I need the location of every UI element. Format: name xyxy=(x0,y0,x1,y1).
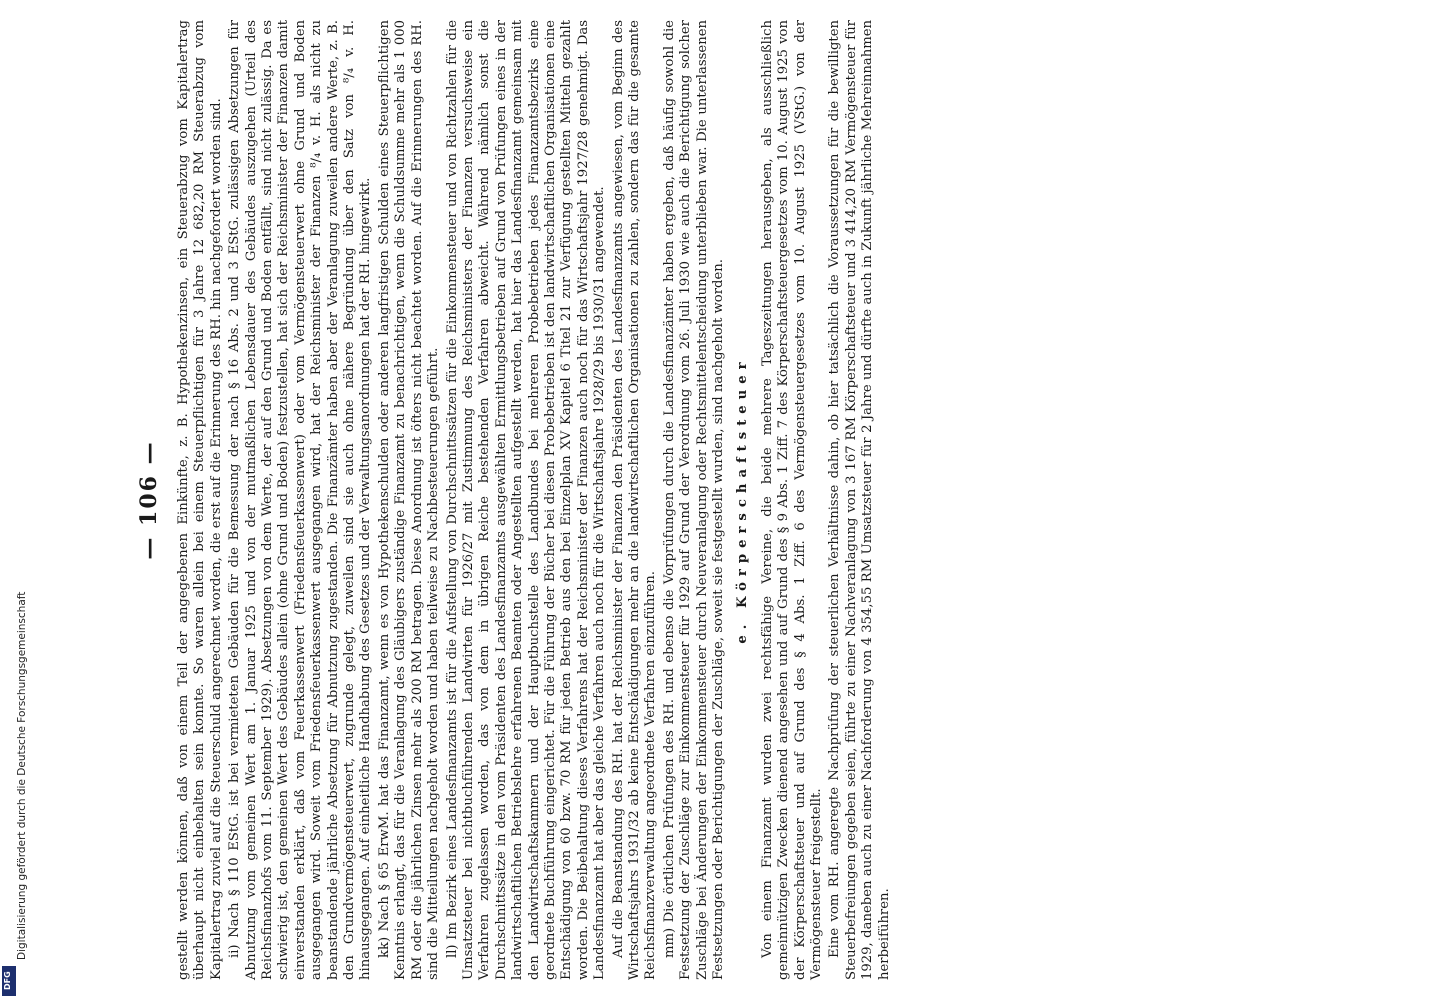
paragraph: mm) Die örtlichen Prüfungen des RH. und ebenso die Vorprüfungen durch die Landesfinanzämter haben ergeben, daß häufig sowohl die Festsetzung der Zuschläge zur Einkommensteuer für 1929 auf Grund der Verordnung vom 26. Juli 1930 wie auch die Berichtigung solcher Zuschläge bei Änderungen der Einkommensteuer durch Neuveranlagung oder Rechtsmittelentscheidung unterblieben war. Die unterlassenen Festsetzungen oder Berichtigungen der Zuschläge, soweit sie festgestellt wurden, sind nachgeholt worden. xyxy=(661,20,726,980)
document-page xyxy=(136,0,1020,1000)
page-number: — 106 — xyxy=(136,440,162,560)
paragraph: Von einem Finanzamt wurden zwei rechtsfähige Vereine, die beide mehrere Tageszeitungen herausgeben, als ausschließlich gemeinnützigen Zwecken dienend angesehen und auf Grund des § 9 Abs. 1 Ziff. 7 des Körperschaftsteuergesetzes vom 10. August 1925 von der Körperschaftsteuer und auf Grund des § 4 Abs. 1 Ziff. 6 des Vermögensteuergesetzes vom 10. August 1925 (VStG.) von der Vermögensteuer freigestellt. xyxy=(759,20,825,980)
paragraph: kk) Nach § 65 ErwM. hat das Finanzamt, wenn es von Hypothekenschulden oder anderen langfristigen Schulden eines Steuerpflichtigen Kenntnis erlangt, das für die Veranlagung des Gläubigers zuständige Finanzamt zu benachrichtigen, wenn die Schuldsumme mehr als 1 000 RM oder die jährlichen Zinsen mehr als 200 RM betragen. Diese Anordnung ist öfters nicht beachtet worden. Auf die Erinnerungen des RH. sind die Mitteilungen nachgeholt worden und haben teilweise zu Nachbesteuerungen geführt. xyxy=(376,20,442,980)
section-heading: e. Körperschaftsteuer xyxy=(735,356,751,644)
paragraph: ll) Im Bezirk eines Landesfinanzamts ist für die Aufstellung von Durchschnittssätzen für die Einkommensteuer und von Richtzahlen für die Umsatzsteuer bei nichtbuchführenden Landwirten für 1926/27 mit Zustimmung des Reichsministers der Finanzen versuchsweise ein Verfahren zugelassen worden, das von dem in übrigen Reiche bestehenden Verfahren abweicht. Während nämlich sonst die Durchschnittssätze in den vom Präsidenten des Landesfinanzamts ausgewählten Ermittlungsbetrieben auf Grund von Prüfungen eines in der landwirtschaftlichen Betriebslehre erfahrenen Beamten oder Angestellten aufgestellt werden, hat hier das Landesfinanzamt gemeinsam mit den Landwirtschaftskammern und der Hauptbuchstelle des Landbundes bei mehreren Probebetrieben jedes Finanzamtsbezirks eine geordnete Buchführung eingerichtet. Für die Führung der Bücher bei diesen Probebetrieben ist den landwirtschaftlichen Organisationen eine Entschädigung von 60 bzw. 70 RM für jeden Betrieb aus den bei Einzelplan XV Kapitel 6 Titel 21 zur Verfügung gestellten Mitteln gezahlt worden. Die Beibehaltung dieses Verfahrens hat der Reichsminister der Finanzen auch noch für das Wirtschaftsjahr 1927/28 genehmigt. Das Landesfinanzamt hat aber das gleiche Verfahren auch noch für die Wirtschaftsjahre 1928/29 bis 1930/31 angewendet. xyxy=(444,20,608,980)
text-column xyxy=(176,20,895,980)
paragraph: Eine vom RH. angeregte Nachprüfung der steuerlichen Verhältnisse dahin, ob hier tatsächlich die Voraussetzungen für die bewilligten Steuerbefreiungen gegeben seien, führte zu einer Nachveranlagung von 3 167 RM Körperschaftsteuer und 3 414,20 RM Vermögensteuer für 1929, daneben auch zu einer Nachforderung von 4 354,55 RM Umsatzsteuer für 2 Jahre und dürfte auch in Zukunft jährliche Mehreinnahmen herbeiführen. xyxy=(827,20,892,980)
paragraph: gestellt werden können, daß von einem Teil der angegebenen Einkünfte, z. B. Hypothekenzinsen, ein Steuerabzug vom Kapitalertrag überhaupt nicht einbehalten sein konnte. So waren allein bei einem Steuerpflichtigen für 3 Jahre 12 682,20 RM Steuerabzug vom Kapitalertrag zuviel auf die Steuerschuld angerechnet worden, die erst auf die Erinnerung des RH. hin nachgefordert worden sind. xyxy=(176,20,224,980)
paragraph: Auf die Beanstandung des RH. hat der Reichsminister der Finanzen den Präsidenten des Landesfinanzamts angewiesen, vom Beginn des Wirtschaftsjahrs 1931/32 ab keine Entschädigungen mehr an die landwirtschaftlichen Organisationen zu zahlen, sondern das für die gesamte Reichsfinanzverwaltung angeordnete Verfahren einzuführen. xyxy=(610,20,659,980)
side-margin xyxy=(0,0,28,1000)
paragraph: ii) Nach § 110 EStG. ist bei vermieteten Gebäuden für die Bemessung der nach § 16 Abs. 2 und 3 EStG. zulässigen Absetzungen für Abnutzung vom gemeinen Wert am 1. Januar 1925 und von der mutmaßlichen Lebensdauer des Gebäudes auszugehen (Urteil des Reichsfinanzhofs vom 11. September 1929). Absetzungen von dem Werte, der auf den Grund und Boden entfällt, sind nicht zulässig. Da es schwierig ist, den gemeinen Wert des Gebäudes allein (ohne Grund und Boden) festzustellen, hat sich der Reichsminister der Finanzen damit einverstanden erklärt, daß vom Feuerkassenwert (Friedensfeuerkassenwert) oder vom Vermögensteuerwert ohne Grund und Boden ausgegangen wird. Soweit vom Friedensfeuerkassenwert ausgegangen wird, hat der Reichsminister der Finanzen ⁸/₄ v. H. als nicht zu beanstandende jährliche Absetzung für Abnutzung zugestanden. Die Finanzämter haben aber der Veranlagung zuweilen andere Werte, z. B. den Grundvermögensteuerwert, zugrunde gelegt, zuweilen sind sie auch ohne nähere Begründung über den Satz von ⁸/₄ v. H. hinausgegangen. Auf einheitliche Handhabung des Gesetzes und der Verwaltungsanordnungen hat der RH. hingewirkt. xyxy=(227,20,374,980)
funding-credit: Digitalisierung gefördert durch die Deutsche Forschungsgemeinschaft xyxy=(16,591,28,960)
dfg-logo: DFG xyxy=(2,966,16,996)
